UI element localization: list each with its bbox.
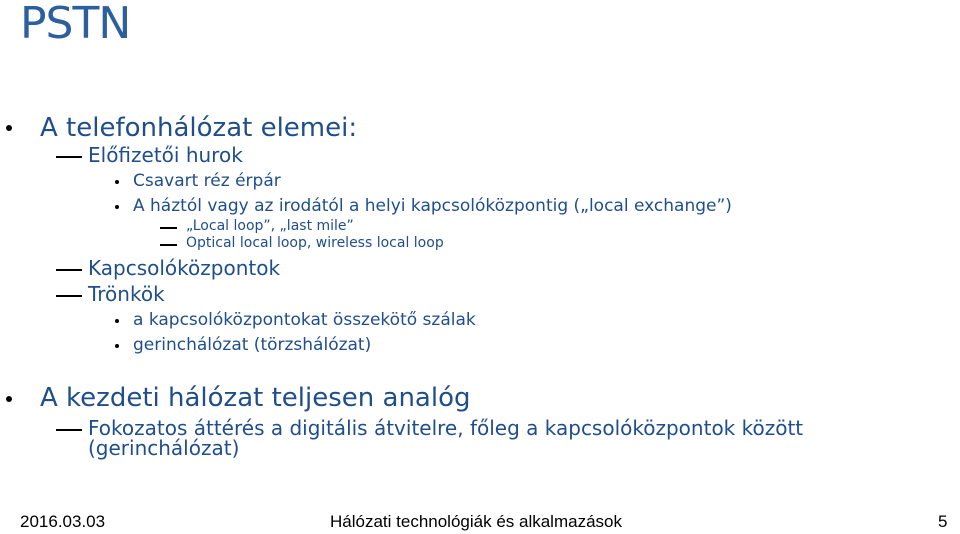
bullet-optical-local-loop: Optical local loop, wireless local loop — [186, 235, 444, 251]
footer-course: Hálózati technológiák és alkalmazások — [330, 512, 622, 531]
bullet-dot — [6, 125, 12, 131]
dash-marker — [56, 429, 82, 431]
bullet-kapcsolokozpontok: Kapcsolóközpontok — [88, 256, 281, 280]
bullet-analog: A kezdeti hálózat teljesen analóg — [40, 383, 471, 413]
bullet-dot — [115, 180, 119, 184]
bullet-fokozatos-atteres-cont: (gerinchálózat) — [88, 436, 240, 460]
bullet-osszekoto-szalak: a kapcsolóközpontokat összekötő szálak — [133, 310, 476, 330]
bullet-tronkok: Trönkök — [88, 282, 165, 306]
bullet-dot — [115, 319, 119, 323]
bullet-telefonhalozat: A telefonhálózat elemei: — [40, 113, 358, 143]
bullet-gerinchalozat: gerinchálózat (törzshálózat) — [133, 335, 372, 355]
bullet-dot — [115, 205, 119, 209]
bullet-local-loop: „Local loop”, „last mile” — [186, 218, 354, 234]
footer-page-number: 5 — [938, 512, 948, 531]
bullet-haztol: A háztól vagy az irodától a helyi kapcsolóközpontig („local exchange”) — [133, 196, 732, 216]
bullet-dot — [115, 344, 119, 348]
dash-marker — [160, 227, 177, 229]
dash-marker — [160, 244, 177, 246]
slide-title: PSTN — [20, 0, 131, 49]
dash-marker — [56, 295, 82, 297]
dash-marker — [56, 269, 82, 271]
footer-date: 2016.03.03 — [20, 512, 106, 531]
dash-marker — [56, 156, 82, 158]
bullet-dot — [6, 396, 12, 402]
bullet-csavart-rez: Csavart réz érpár — [133, 171, 281, 191]
bullet-fokozatos-atteres: Fokozatos áttérés a digitális átvitelre, főleg a kapcsolóközpontok között — [88, 416, 804, 440]
bullet-elofizetoi-hurok: Előfizetői hurok — [88, 143, 243, 167]
